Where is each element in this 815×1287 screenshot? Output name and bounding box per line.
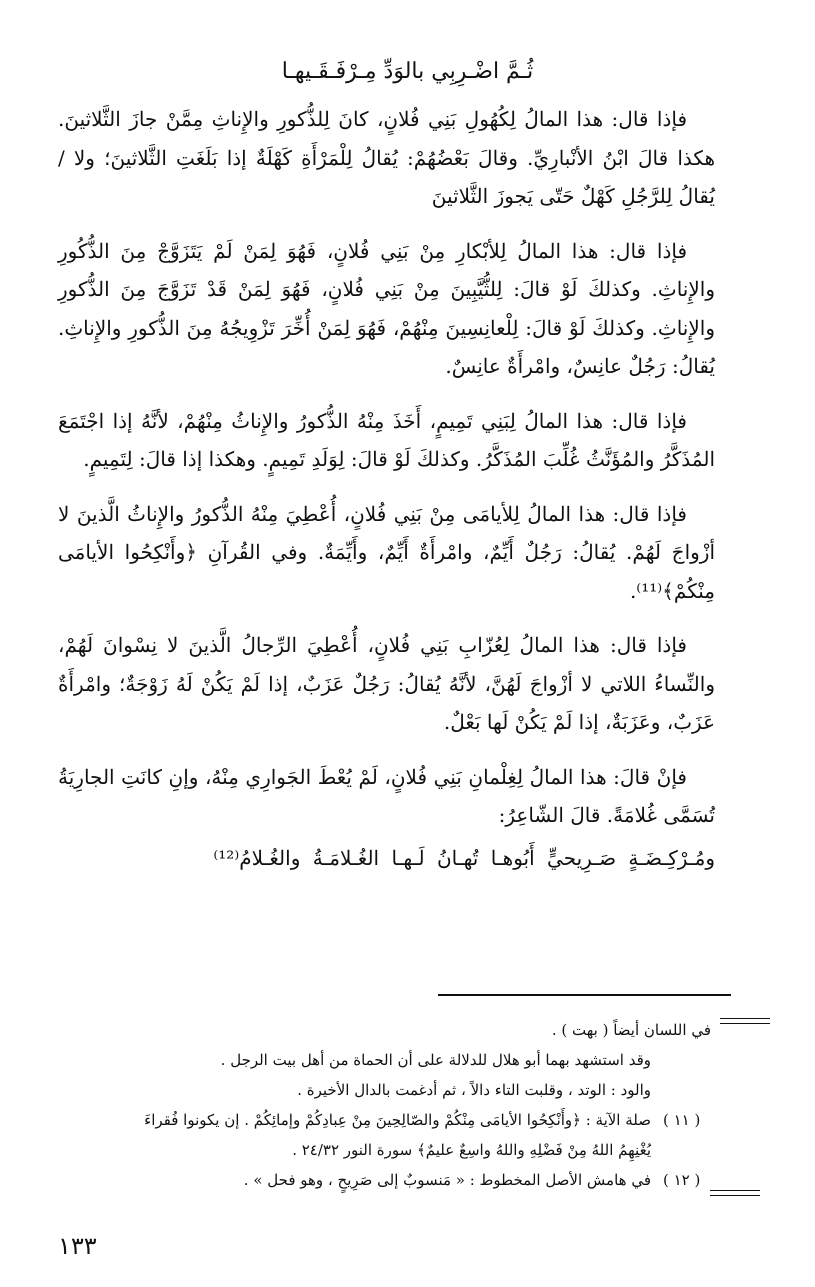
paragraph-ghilman: فإنْ قالَ: هذا المالُ لِغِلْمانِ بَنِي فُلانٍ، لَمْ يُعْطَ الجَوارِي مِنْهُ، وإنِ كانَتِ الجارِيَةُ تُسَمَّى غُلامَةً. قالَ الشّاعِرُ: (58, 764, 715, 827)
footnote-line: والود : الوتد ، وقلبت التاء دالاً ، ثم أدغمت بالدال الأخيرة . (297, 1081, 651, 1099)
page-number: ١٣٣ (58, 1232, 97, 1260)
footnote-text: صلة الآية : ﴿وأَنْكِحُوا الأيامَى مِنْكُمْ والصّالِحِينَ مِنْ عِبادِكُمْ وإمائِكُمْ . إن يكونوا فُقراءَ (144, 1111, 651, 1129)
paragraph-kuhul: فإذا قال: هذا المالُ لِكُهُولِ بَنِي فُلانٍ، كانَ لِلذُّكورِ والإِناثِ مِمَّنْ جازَ الثَّلاثينَ. هكذا قالَ ابْنُ الأنْبارِيِّ. وقالَ بَعْضُهُمْ: يُقالُ لِلْمَرْأَةِ كَهْلَةٌ إذا بَلَغَتِ الثَّلاثينَ؛ ولا / يُقالُ لِلرَّجُلِ كَهْلٌ حَتّى يَجوزَ الثَّلاثينَ (58, 107, 715, 208)
verse-line-bottom: ومُـرْكِـضَـةٍ صَـرِيحيٍّ أَبُوهـا تُهـانُ لَـهـا الغُـلامَـةُ والغُـلامُ⁽¹²⁾ (213, 845, 715, 870)
footnote-text: في هامش الأصل المخطوط : « مَنسوبٌ إلى صَرِيحٍ ، وهو فحل » . (243, 1171, 651, 1189)
paragraph-abkar: فإذا قال: هذا المالُ لِلأبْكارِ مِنْ بَنِي فُلانٍ، فَهُوَ لِمَنْ لَمْ يَتَزَوَّجْ مِنَ الذُّكُورِ والإِناثِ. وكذلكَ لَوْ قالَ: لِلثُّيَّبِينَ مِنْ بَنِي فُلانٍ، فَهُوَ لِمَنْ قَدْ تَزَوَّجَ مِنَ الذُّكورِ والإِناثِ. وكذلكَ لَوْ قالَ: لِلْعانِسِينَ مِنْهُمْ، فَهُوَ لِمَنْ أُخِّرَ تَزْوِيجُهُ مِنَ الذُّكورِ والإِناثِ. يُقالُ: رَجُلٌ عانِسٌ، وامْرأَةٌ عانِسٌ. (58, 238, 715, 378)
paragraph-ayama: فإذا قال: هذا المالُ لِلأيامَى مِنْ بَنِي فُلانٍ، أُعْطِيَ مِنْهُ الذُّكورُ والإِناثُ الَّذينَ لا أزْواجَ لَهُمْ. يُقالُ: رَجُلٌ أَيِّمٌ، وامْرأَةٌ أَيِّمٌ، وأَيِّمَةٌ. وفي القُرآنِ ﴿وأَنْكِحُوا الأيامَى مِنْكُمْ﴾⁽¹¹⁾. (58, 501, 715, 603)
main-text (58, 100, 715, 893)
footnote-number: ( ١٢ ) (663, 1171, 701, 1189)
footnote-11 (58, 1105, 711, 1135)
double-rule-top (720, 1018, 770, 1024)
footnote-line: في اللسان أيضاً ( بهت ) . (551, 1021, 711, 1039)
footnote-11-continuation: يُغْنِهِمُ اللهُ مِنْ فَضْلِهِ واللهُ واسِعٌ عليمٌ﴾ سورة النور ٢٤/٣٢ . (292, 1141, 651, 1159)
footnote-separator (438, 994, 731, 996)
footnote-12 (58, 1165, 711, 1195)
double-rule-bottom (710, 1190, 760, 1196)
paragraph-bani-tamim: فإذا قال: هذا المالُ لِبَنِي تَمِيمٍ، أَخَذَ مِنْهُ الذُّكورُ والإِناثُ مِنْهُمْ، لأنَّهُ إذا اجْتَمَعَ المُذَكَّرُ والمُؤَنَّثُ غُلِّبَ المُذَكَّرُ. وكذلكَ لَوْ قالَ: لِوَلَدِ تَمِيمٍ. وهكذا إذا قالَ: لِتَمِيمٍ. (58, 408, 715, 471)
footnote-number: ( ١١ ) (663, 1111, 701, 1129)
paragraph-uzzab: فإذا قال: هذا المالُ لِعُزّابِ بَنِي فُلانٍ، أُعْطِيَ الرِّجالُ الَّذينَ لا نِسْوانَ لَهُمْ، والنِّساءُ اللاتي لا أزْواجَ لَهُنَّ، لأنَّهُ يُقالُ: رَجُلٌ عَزَبٌ، إذا لَمْ يَكُنْ لَهُ زَوْجَةٌ؛ وامْرأَةٌ عَزَبٌ، وعَزَبَةٌ، إذا لَمْ يَكُنْ لَها بَعْلٌ. (58, 633, 715, 734)
footnote-line: وقد استشهد بهما أبو هلال للدلالة على أن الحماة من أهل بيت الرجل . (220, 1051, 651, 1069)
verse-line-top: ثُـمَّ اضْـرِبِي بالوَدِّ مِـرْفَـقَـيهـا (281, 59, 534, 84)
footnotes (58, 1015, 711, 1195)
